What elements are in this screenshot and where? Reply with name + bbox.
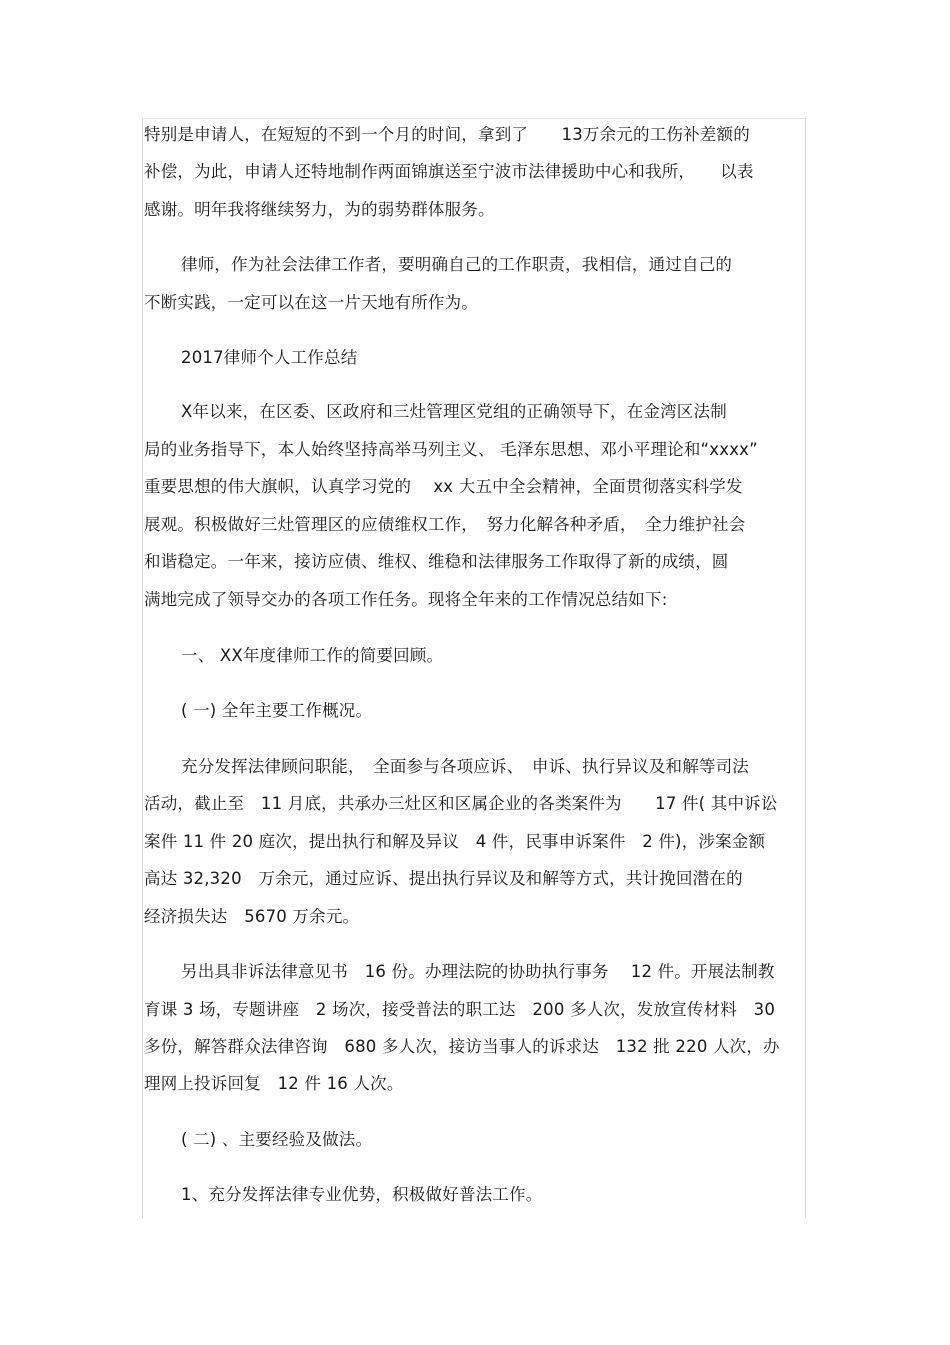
text-line: 补偿，为此，申请人还特地制作两面锦旗送至宁波市法律援助中心和我所， 以表: [144, 162, 754, 181]
section-title: 2017律师个人工作总结: [181, 348, 358, 367]
section-heading: 一、 XX年度律师工作的简要回顾。: [181, 646, 444, 665]
text-line: 感谢。明年我将继续努力，为的弱势群体服务。: [144, 200, 495, 219]
text-line: 满地完成了领导交办的各项工作任务。现将全年来的工作情况总结如下:: [144, 590, 668, 609]
text-line: 局的业务指导下，本人始终坚持高举马列主义、 毛泽东思想、邓小平理论和“xxxx”: [144, 440, 758, 459]
text-line: 案件 11 件 20 庭次，提出执行和解及异议 4 件，民事申诉案件 2 件)，涉案金额: [144, 832, 766, 851]
text-line: 另出具非诉法律意见书 16 份。办理法院的协助执行事务 12 件。开展法制教: [181, 962, 775, 981]
text-line: 活动，截止至 11 月底，共承办三灶区和区属企业的各类案件为 17 件( 其中诉讼: [144, 794, 778, 813]
text-line: 不断实践，一定可以在这一片天地有所作为。: [144, 293, 478, 312]
text-line: 和谐稳定。一年来，接访应债、维权、维稳和法律服务工作取得了新的成绩，圆: [144, 552, 729, 571]
text-line: 特别是申请人，在短短的不到一个月的时间，拿到了 13万余元的工伤补差额的: [144, 125, 750, 144]
text-line: 展观。积极做好三灶管理区的应债维权工作， 努力化解各种矛盾， 全力维护社会: [144, 515, 746, 534]
section-heading: 1、充分发挥法律专业优势，积极做好普法工作。: [181, 1185, 543, 1204]
text-line: 理网上投诉回复 12 件 16 人次。: [144, 1074, 404, 1093]
text-line: 律师，作为社会法律工作者，要明确自己的工作职责，我相信，通过自己的: [181, 255, 733, 274]
text-line: 多份，解答群众法律咨询 680 多人次，接访当事人的诉求达 132 批 220 人次，办: [144, 1037, 780, 1056]
text-line: 经济损失达 5670 万余元。: [144, 907, 360, 926]
section-heading: ( 二) 、主要经验及做法。: [181, 1130, 373, 1149]
text-line: 育课 3 场，专题讲座 2 场次，接受普法的职工达 200 多人次，发放宣传材料 30: [144, 1000, 776, 1019]
text-line: 高达 32,320 万余元，通过应诉、提出执行异议及和解等方式，共计挽回潜在的: [144, 869, 743, 888]
section-heading: ( 一) 全年主要工作概况。: [181, 701, 373, 720]
text-line: 重要思想的伟大旗帜，认真学习党的 xx 大五中全会精神，全面贯彻落实科学发: [144, 477, 743, 496]
text-line: X年以来，在区委、区政府和三灶管理区党组的正确领导下，在金湾区法制: [181, 402, 727, 421]
text-line: 充分发挥法律顾问职能， 全面参与各项应诉、 申诉、执行异议及和解等司法: [181, 757, 749, 776]
